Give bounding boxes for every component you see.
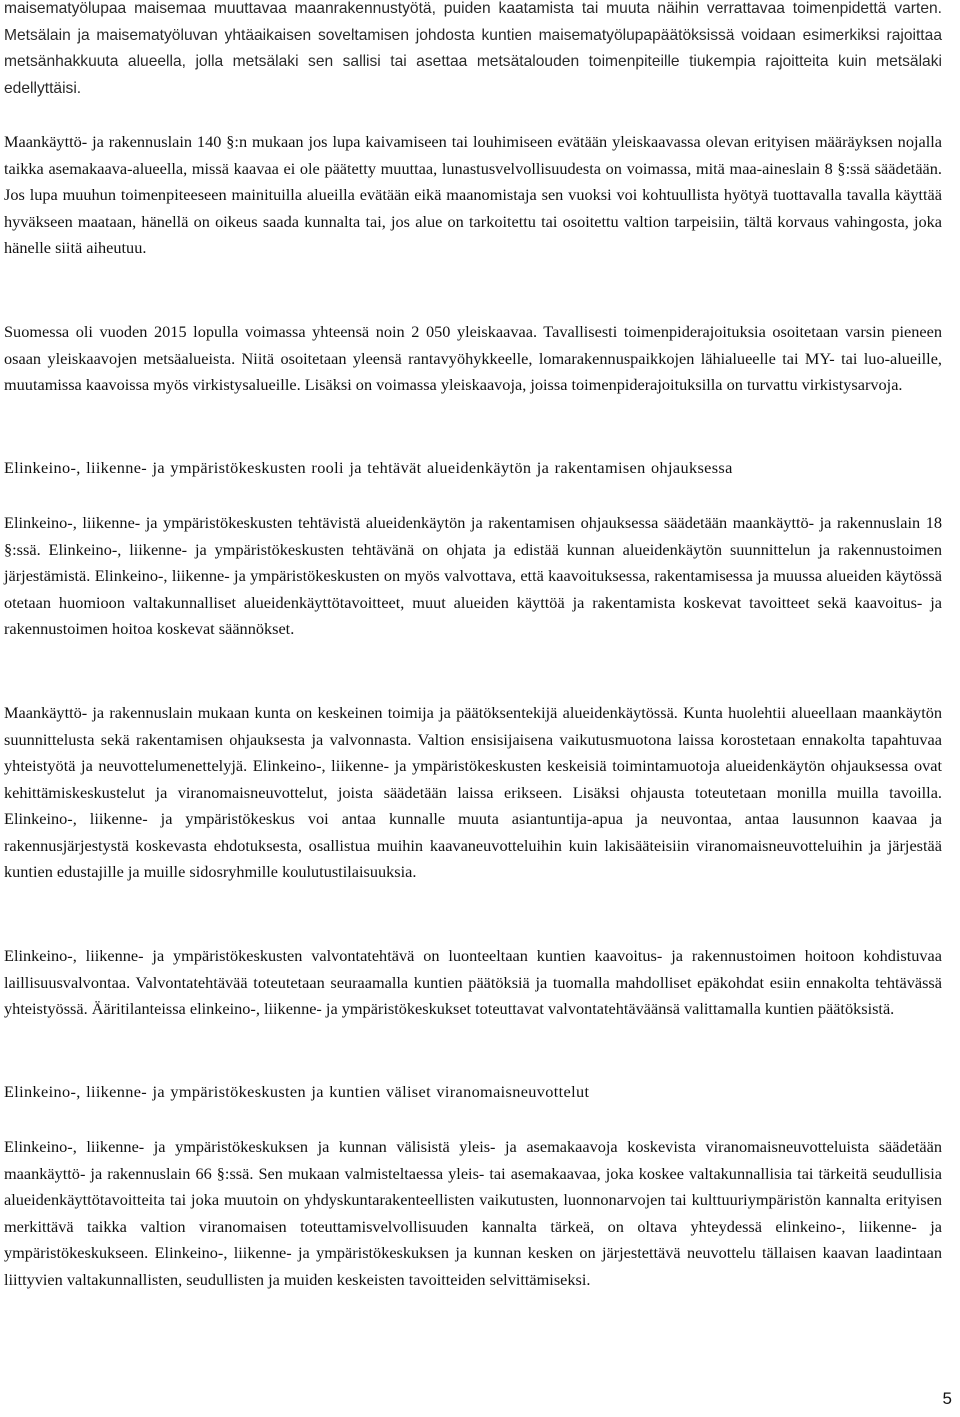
- paragraph-maisematyolupa: maisematyölupaa maisemaa muuttavaa maanrakennustyötä, puiden kaatamista tai muuta näihin verrattavaa toimenpidettä varten. Metsälain ja maisematyöluvan yhtäaikaisen soveltamisen johdosta kuntien maisematyölupapäätöksissä voidaan esimerkiksi rajoittaa metsänhakkuuta alueella, jolla metsälaki sen sallisi tai asettaa metsätalouden toimenpiteille tiukempia rajoitteita kuin metsälaki edellyttäisi.: [4, 0, 942, 97]
- paragraph-yleiskaavat: Suomessa oli vuoden 2015 lopulla voimassa yhteensä noin 2 050 yleiskaavaa. Tavallisesti toimenpiderajoituksia osoitetaan varsin pieneen osaan yleiskaavojen metsäalueista. Niitä osoitetaan yleensä rantavyöhykkeelle, lomarakennuspaikkojen lähialueelle tai MY- tai luo-alueille, muutamissa kaavoissa myös virkistysalueille. Lisäksi on voimassa yleiskaavoja, joissa toimenpiderajoituksilla on turvattu virkistysarvoja.: [4, 322, 942, 394]
- paragraph-lunastusvelvollisuus: Maankäyttö- ja rakennuslain 140 §:n mukaan jos lupa kaivamiseen tai louhimiseen evätään yleiskaavassa olevan erityisen määräyksen nojalla taikka asemakaava-alueella, missä kaavaa ei ole päätetty muuttaa, lunastusvelvollisuudesta on voimassa, mitä maa-aineslain 8 §:ssä säädetään. Jos lupa muuhun toimenpiteeseen mainituilla alueilla evätään eikä maanomistaja sen vuoksi voi kohtuullista hyötyä tuottavalla tavalla käyttää hyväkseen maataan, hänellä on oikeus saada kunnalta tai, jos alue on tarkoitettu tai osoitettu valtion tarpeisiin, tältä korvaus vahingosta, joka hänelle siitä aiheutuu.: [4, 132, 942, 257]
- paragraph-kunta-toimija: Maankäyttö- ja rakennuslain mukaan kunta on keskeinen toimija ja päätöksentekijä alueidenkäytössä. Kunta huolehtii alueellaan maankäytön suunnittelusta sekä rakentamisen ohjauksesta ja valvonnasta. Valtion ensisijaisena vaikutusmuotona laissa korostetaan ennakolta tapahtuvaa yhteistyötä ja neuvottelumenettelyjä. Elinkeino-, liikenne- ja ympäristökeskusten keskeisiä toimintamuotoja alueidenkäytön ohjauksessa ovat kehittämiskeskustelut ja viranomaisneuvottelut, joista säädetään laissa erikseen. Lisäksi ohjausta toteutetaan monilla muilla tavoilla. Elinkeino-, liikenne- ja ympäristökeskus voi antaa kunnalle muuta asiantuntija-apua ja neuvontaa, antaa lausunnon kaavaa ja rakennusjärjestystä koskevasta ehdotuksesta, osallistua muihin kaavaneuvotteluihin kuin lakisääteisiin viranomaisneuvotteluihin ja järjestää kuntien edustajille ja muille sidosryhmille koulutustilaisuuksia.: [4, 703, 942, 881]
- section-heading-viranomaisneuvottelut: Elinkeino-, liikenne- ja ympäristökeskusten ja kuntien väliset viranomaisneuvottelut: [4, 1082, 590, 1101]
- paragraph-viranomaisneuvottelut: Elinkeino-, liikenne- ja ympäristökeskuksen ja kunnan välisistä yleis- ja asemakaavoja koskevista viranomaisneuvotteluista säädetään maankäyttö- ja rakennuslain 66 §:ssä. Sen mukaan valmisteltaessa yleis- tai asemakaavaa, joka koskee valtakunnallisia tai tärkeitä seudullisia alueidenkäyttötavoitteita tai joka muutoin on yhdyskuntarakenteellisten vaikutusten, luonnonarvojen tai kulttuuriympäristön kannalta erityisen merkittävä taikka valtion viranomaisen toteuttamisvelvollisuuden kannalta tärkeä, on oltava yhteydessä elinkeino-, liikenne- ja ympäristökeskukseen. Elinkeino-, liikenne- ja ympäristökeskuksen ja kunnan kesken on järjestettävä neuvottelu tällaisen kaavan laadintaan liittyvien valtakunnallisten, seudullisten ja muiden keskeisten tavoitteiden selvittämiseksi.: [4, 1137, 942, 1289]
- paragraph-valvontatehtava: Elinkeino-, liikenne- ja ympäristökeskusten valvontatehtävä on luonteeltaan kuntien kaavoitus- ja rakennustoimen hoitoon kohdistuvaa laillisuusvalvontaa. Valvontatehtävää toteutetaan seuraamalla kuntien päätöksiä ja tuomalla mahdolliset epäkohdat esiin ennakolta tehtävässä yhteistyössä. Ääritilanteissa elinkeino-, liikenne- ja ympäristökeskukset toteuttavat valvontatehtäväänsä valittamalla kuntien päätöksistä.: [4, 946, 942, 1018]
- section-heading-ely-rooli: Elinkeino-, liikenne- ja ympäristökeskusten rooli ja tehtävät alueidenkäytön ja rakentamisen ohjauksessa: [4, 458, 733, 477]
- paragraph-ely-tehtavat: Elinkeino-, liikenne- ja ympäristökeskusten tehtävistä alueidenkäytön ja rakentamisen ohjauksessa säädetään maankäyttö- ja rakennuslain 18 §:ssä. Elinkeino-, liikenne- ja ympäristökeskusten tehtävänä on ohjata ja edistää kunnan alueidenkäytön suunnittelun ja rakennustoimen järjestämistä. Elinkeino-, liikenne- ja ympäristökeskusten on myös valvottava, että kaavoituksessa, rakentamisessa ja muussa alueiden käytössä otetaan huomioon valtakunnalliset alueidenkäyttötavoitteet, muut alueiden käyttöä ja rakentamista koskevat tavoitteet sekä kaavoitus- ja rakennustoimen hoitoa koskevat säännökset.: [4, 513, 942, 638]
- page-number: 5: [942, 1389, 952, 1408]
